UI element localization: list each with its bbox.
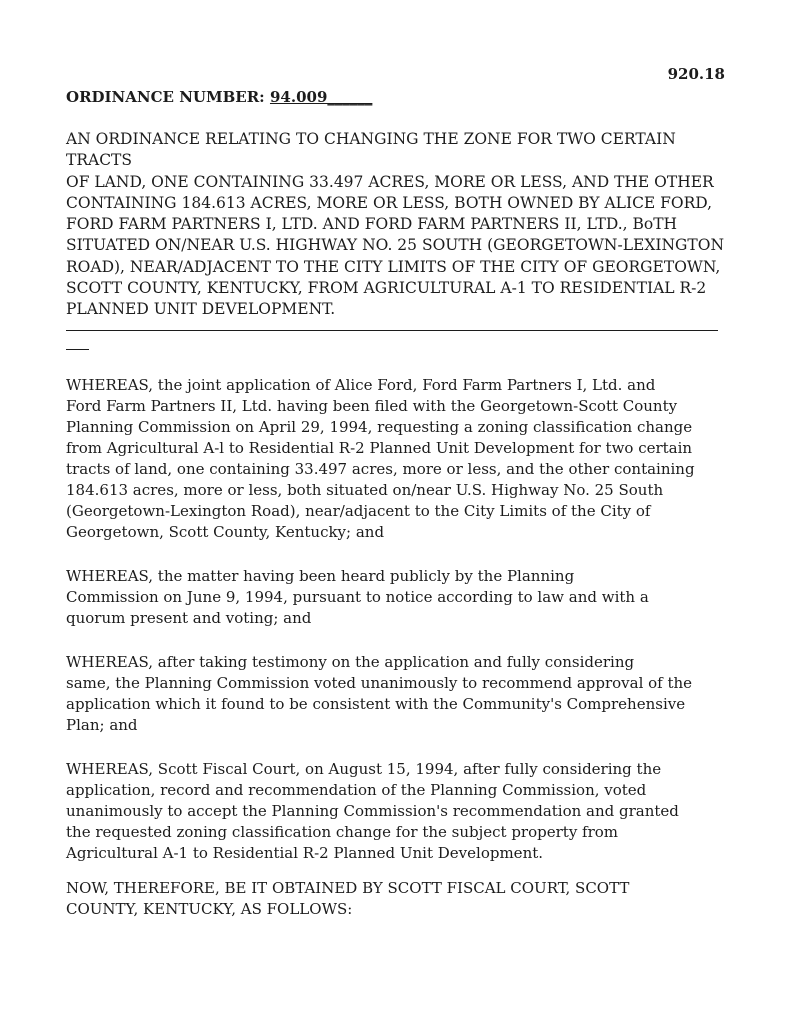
whereas-paragraph-hearing: WHEREAS, the matter having been heard publicly by the Planning Commission on June 9, 1994, pursuant to notice according to law and with a quorum present and voting; and xyxy=(66,567,649,627)
horizontal-rule xyxy=(66,330,718,331)
short-rule xyxy=(66,349,89,350)
ordinance-number-value: 94.009______ xyxy=(269,88,373,106)
ordinance-number-label: ORDINANCE NUMBER: xyxy=(66,88,265,106)
ordinance-number-line xyxy=(66,88,372,106)
now-therefore-paragraph: NOW, THEREFORE, BE IT OBTAINED BY SCOTT FISCAL COURT, SCOTT COUNTY, KENTUCKY, AS FOLLOWS: xyxy=(66,879,630,918)
page-number: 920.18 xyxy=(667,65,725,83)
whereas-paragraph-recommendation: WHEREAS, after taking testimony on the application and fully considering same, the Planning Commission voted unanimously to recommend approval of the application which it found to be consistent with the Community's Comprehensive Plan; and xyxy=(66,653,693,734)
whereas-paragraph-application: WHEREAS, the joint application of Alice Ford, Ford Farm Partners I, Ltd. and Ford Farm Partners II, Ltd. having been filed with the Georgetown-Scott County Planning Commission on April 29, 1994, requesting a zoning classification change from Agricultural A-l to Residential R-2 Planned Unit Development for two certain tracts of land, one containing 33.497 acres, more or less, and the other containing 184.613 acres, more or less, both situated on/near U.S. Highway No. 25 South (Georgetown-Lexington Road), near/adjacent to the City Limits of the City of Georgetown, Scott County, Kentucky; and xyxy=(66,376,695,541)
whereas-paragraph-fiscal-court: WHEREAS, Scott Fiscal Court, on August 15, 1994, after fully considering the application, record and recommendation of the Planning Commission, voted unanimously to accept the Planning Commission's recommendation and granted the requested zoning classification change for the subject property from Agricultural A-1 to Residential R-2 Planned Unit Development. xyxy=(66,760,679,862)
ordinance-title: AN ORDINANCE RELATING TO CHANGING THE ZONE FOR TWO CERTAIN TRACTS OF LAND, ONE CONTAINING 33.497 ACRES, MORE OR LESS, AND THE OTHER CONTAINING 184.613 ACRES, MORE OR LESS, BOTH OWNED BY ALICE FORD, FORD FARM PARTNERS I, LTD. AND FORD FARM PARTNERS II, LTD., BoTH SITUATED ON/NEAR U.S. HIGHWAY NO. 25 SOUTH (GEORGETOWN-LEXINGTON ROAD), NEAR/ADJACENT TO THE CITY LIMITS OF THE CITY OF GEORGETOWN, SCOTT COUNTY, KENTUCKY, FROM AGRICULTURAL A-1 TO RESIDENTIAL R-2 PLANNED UNIT DEVELOPMENT. xyxy=(66,130,725,319)
